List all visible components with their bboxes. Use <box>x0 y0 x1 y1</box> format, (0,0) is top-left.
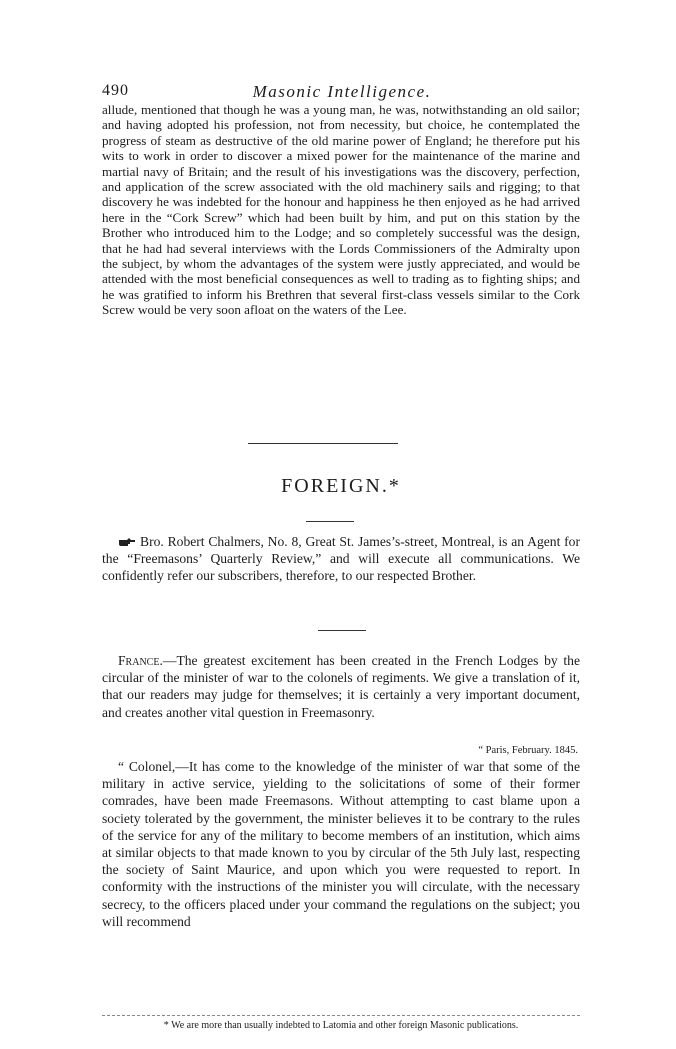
circular-text <box>102 758 580 930</box>
circular-body: “ Colonel,—It has come to the knowledge of the minister of war that some of the military in active service, yielding to the solicitations of some of their former comrades, have been made Freemasons. Without attempting to cast blame upon a society tolerated by the government, the minister believes it to be contrary to the rules of the service for any of the military to become members of an institution, which aims at similar objects to that made known to you by circular of the 5th July last, respecting the society of Saint Maurice, and upon which you were requested to report. In conformity with the instructions of the minister you will circulate, with the necessary secrecy, to the officers placed under your command the regulations on the subject; you will recommend <box>102 759 580 929</box>
short-divider-2 <box>318 630 366 631</box>
france-label: France. <box>118 653 163 668</box>
agent-notice-text: Bro. Robert Chalmers, No. 8, Great St. James’s-street, Montreal, is an Agent for the “Freemasons’ Quarterly Review,” and will execute all communications. We confidently refer our subscribers, therefore, to our respected Brother. <box>102 534 580 584</box>
agent-notice <box>102 533 580 585</box>
page-number: 490 <box>102 82 129 99</box>
footnote: * We are more than usually indebted to Latomia and other foreign Masonic publications. <box>163 1020 519 1031</box>
footnote-divider <box>102 1015 580 1016</box>
pointing-hand-icon <box>118 537 136 547</box>
paragraph-cork-screw: allude, mentioned that though he was a young man, he was, notwithstanding an old sailor; and having adopted his profession, not from necessity, but choice, he contemplated the progress of steam as destructive of the old marine power of England; he therefore put his wits to work in order to discover a mixed power for the maintenance of the marine and martial navy of Britain; and the result of his investigations was the discovery, perfection, and application of the screw associated with the old machinery sails and rigging; to that discovery he was indebted for the honour and happiness he then enjoyed as he had arrived here in the “Cork Screw” which had been built by him, and put on this station by the Brother who introduced him to the Lodge; and so completely successful was the design, that he had had several interviews with the Lords Commissioners of the Admiralty upon the subject, by whom the advantages of the system were justly appreciated, and would be attended with the most beneficial consequences as well to trading as to fighting ships; and he was gratified to inform his Brethren that several first-class vessels similar to the Cork Screw would be very soon afloat on the waters of the Lee. <box>102 102 580 318</box>
running-title: Masonic Intelligence. <box>252 82 432 101</box>
dateline: “ Paris, February. 1845. <box>478 745 578 756</box>
short-divider <box>306 521 354 522</box>
section-title-foreign: FOREIGN.* <box>281 475 401 497</box>
france-text: —The greatest excitement has been created in the French Lodges by the circular of the minister of war to the colonels of regiments. We give a translation of it, that our readers may judge for themselves; it is certainly a very important document, and creates another vital question in Freemasonry. <box>102 653 580 720</box>
france-paragraph <box>102 652 580 721</box>
section-divider <box>248 443 398 444</box>
